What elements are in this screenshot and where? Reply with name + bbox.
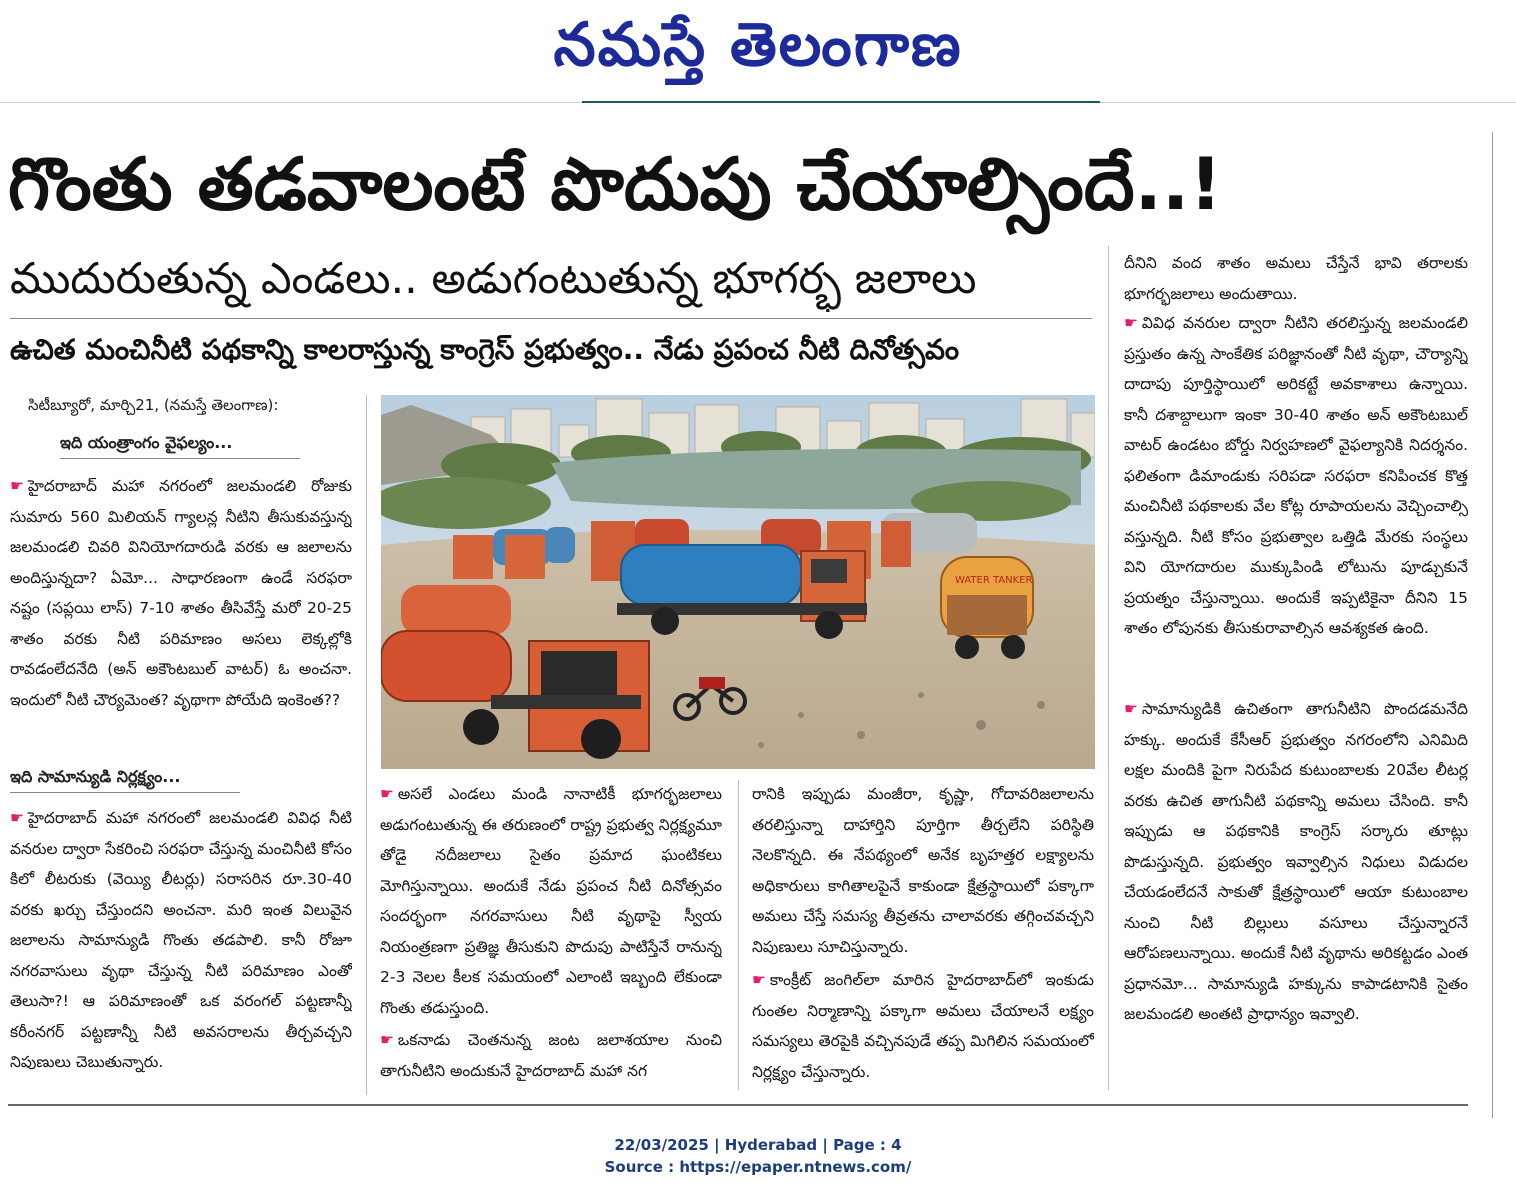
article-subheadline: ముదురుతున్న ఎండలు.. అడుగంటుతున్న భూగర్భ జలాలు xyxy=(10,254,977,304)
photo-illustration xyxy=(381,395,1095,769)
column3-paragraph-1 xyxy=(752,779,1094,959)
news-photo-water-tankers xyxy=(381,395,1095,769)
masthead-logo: నమస్తే తెలంగాణ xyxy=(553,10,963,80)
bullet-marker: ☛ xyxy=(380,1031,394,1049)
footer-source[interactable]: Source : https://epaper.ntnews.com/ xyxy=(604,1158,912,1176)
column2-paragraph-2-text: ఒకనాడు చెంతనున్న జంట జలాశయాల నుంచి తాగునీటిని అందుకునే హైదరాబాద్ మహా నగ xyxy=(380,1031,722,1080)
subheadline-divider xyxy=(10,318,1092,319)
bullet-marker: ☛ xyxy=(1124,314,1138,332)
column3-paragraph-2-text: కాంక్రీట్ జంగిల్‌లా మారిన హైదరాబాద్‌లో ఇంకుడు గుంతల నిర్మాణాన్ని పక్కాగా అమలు చేయాలనే లక్ష్యం సమస్యలు తెరపైకి వచ్చినపుడే తప్ప మిగిలిన సమయంలో నిర్లక్ష్యం చేస్తున్నారు. xyxy=(752,971,1094,1081)
masthead xyxy=(0,0,1516,100)
column4-paragraph-1 xyxy=(1124,248,1468,308)
column4-paragraph-3-text: సామాన్యుడికి ఉచితంగా తాగునీటిని పొందడమనేది హక్కు. అందుకే కేసీఆర్ ప్రభుత్వం నగరంలోని ఎనిమిది లక్షల మందికి పైగా నిరుపేద కుటుంబాలకు 20వేల లీటర్ల వరకు ఉచిత తాగునీటి పథకాన్ని అమలు చేసింది. కానీ ఇప్పుడు ఆ పథకానికి కాంగ్రెస్ సర్కారు తూట్లు పొడుస్తున్నది. ప్రభుత్వం ఇవ్వాల్సిన నిధులు విడుదల చేయడంలేదనే సాకుతో క్షేత్రస్థాయిలో ఆయా కుటుంబాల నుంచి నీటి బిల్లులు వసూలు చేస్తున్నారనే ఆరోపణలున్నాయి. అందుకే నీటి వృథాను అరికట్టడం ఎంత ప్రధానమో... సామాన్యుడి హక్కును కాపాడటానికి సైతం జలమండలి అంతటి ప్రాధాన్యం ఇవ్వాలి. xyxy=(1124,700,1468,1023)
dateline: సిటీబ్యూరో, మార్చి21, (నమస్తే తెలంగాణ): xyxy=(28,396,279,414)
column-divider-1 xyxy=(366,395,367,1095)
bullet-marker: ☛ xyxy=(10,809,24,827)
bullet-marker: ☛ xyxy=(380,785,394,803)
section-title-1: ఇది యంత్రాంగం వైఫల్యం... xyxy=(60,428,300,459)
column-divider-3 xyxy=(1108,246,1109,1090)
column3-paragraph-1-text: రానికి ఇప్పుడు మంజీరా, కృష్ణా, గోదావరిజలాలను తరలిస్తున్నా దాహార్తిని పూర్తిగా తీర్చలేని పరిస్థితి నెలకొన్నది. ఈ నేపథ్యంలో అనేక బృహత్తర లక్ష్యాలను అధికారులు కాగితాలపైనే కాకుండా క్షేత్రస్థాయిలో పక్కాగా అమలు చేస్తే సమస్య తీవ్రతను చాలావరకు తగ్గించవచ్చని నిపుణులు సూచిస్తున్నారు. xyxy=(752,785,1094,956)
section-title-2: ఇది సామాన్యుడి నిర్లక్ష్యం... xyxy=(10,762,240,793)
footer-date-page: 22/03/2025 | Hyderabad | Page : 4 xyxy=(614,1136,902,1154)
bullet-marker: ☛ xyxy=(752,971,766,989)
article-headline: గొంతు తడవాలంటే పొదుపు చేయాల్సిందే..! xyxy=(8,142,1223,226)
column4-paragraph-2-text: వివిధ వనరుల ద్వారా నీటిని తరలిస్తున్న జలమండలి ప్రస్తుతం ఉన్న సాంకేతిక పరిజ్ఞానంతో నీటి వృథా, చౌర్యాన్ని దాదాపు పూర్తిస్థాయిలో అరికట్టే అవకాశాలు ఉన్నాయి. కానీ దశాబ్దాలుగా ఇంకా 30-40 శాతం అన్ అకౌంటబుల్ వాటర్ ఉండటం బోర్డు నిర్వహణలో వైఫల్యానికి నిదర్శనం. ఫలితంగా డిమాండుకు సరిపడా సరఫరా కనిపించక కొత్త మంచినీటి పథకాలకు వేల కోట్ల రూపాయలను వెచ్చించాల్సి వస్తున్నది. నీటి కోసం ప్రభుత్వాల ఒత్తిడి మేరకు సంస్థలు విని యోగదారుల ముక్కుపిండి లోటును పూడ్చుకునే ప్రయత్నం చేస్తున్నాయి. అందుకే ఇప్పటికైనా దీనిని 15 శాతం లోపునకు తీసుకురావాల్సిన ఆవశ్యకత ఉంది. xyxy=(1124,314,1468,637)
page-bottom-rule xyxy=(8,1104,1468,1106)
bullet-marker: ☛ xyxy=(1124,700,1138,718)
column2-paragraph-1 xyxy=(380,779,722,1019)
article-kicker: ఉచిత మంచినీటి పథకాన్ని కాలరాస్తున్న కాంగ్రెస్ ప్రభుత్వం.. నేడు ప్రపంచ నీటి దినోత్సవం xyxy=(10,333,960,366)
column1-paragraph-1 xyxy=(10,471,352,751)
column2-paragraph-1-text: అసలే ఎండలు మండి నానాటికీ భూగర్భజలాలు అడుగంటుతున్న ఈ తరుణంలో రాష్ట్ర ప్రభుత్వ నిర్లక్ష్యమూ తోడై నదీజలాలు సైతం ప్రమాద ఘంటికలు మోగిస్తున్నాయి. అందుకే నేడు ప్రపంచ నీటి దినోత్సవం సందర్భంగా నగరవాసులు నీటి వృథాపై స్వీయ నియంత్రణగా ప్రతిజ్ఞ తీసుకుని పొదుపు పాటిస్తేనే రానున్న 2-3 నెలల కీలక సమయంలో ఎలాంటి ఇబ్బంది లేకుండా గొంతు తడుస్తుంది. xyxy=(380,785,722,1017)
column3-paragraph-2 xyxy=(752,965,1094,1089)
column4-paragraph-2 xyxy=(1124,308,1468,692)
tanker-label: WATER TANKER xyxy=(955,575,1033,586)
bullet-marker: ☛ xyxy=(10,477,24,495)
column4-paragraph-1-text: దీనిని వంద శాతం అమలు చేస్తేనే భావి తరాలకు భూగర్భజలాలు అందుతాయి. xyxy=(1124,254,1468,303)
column1-paragraph-2 xyxy=(10,803,352,1088)
column1-paragraph-1-text: హైదరాబాద్ మహా నగరంలో జలమండలి రోజుకు సుమారు 560 మిలియన్ గ్యాలన్ల నీటిని తీసుకువస్తున్న జలమండలి చివరి వినియోగదారుడి వరకు ఆ జలాలను అందిస్తున్నదా? ఏమో... సాధారణంగా ఉండే సరఫరా నష్టం (సప్లయి లాస్) 7-10 శాతం తీసివేస్తే మరో 20-25 శాతం వరకు నీటి పరిమాణం అసలు లెక్కల్లోకి రావడంలేదనేది (అన్ అకౌంటబుల్ వాటర్) ఓ అంచనా. ఇందులో నీటి చౌర్యమెంత? వృథాగా పోయేది ఇంకెంత?? xyxy=(10,477,352,709)
column2-paragraph-2 xyxy=(380,1025,722,1089)
column4-paragraph-3 xyxy=(1124,694,1468,1086)
page-right-border xyxy=(1492,132,1493,1118)
column1-paragraph-2-text: హైదరాబాద్ మహా నగరంలో జలమండలి వివిధ నీటి వనరుల ద్వారా సేకరించి సరఫరా చేస్తున్న మంచినీటి కోసం కిలో లీటరుకు (వెయ్యి లీటర్లు) సరాసరిన రూ.30-40 వరకు ఖర్చు చేస్తుందని అంచనా. మరి ఇంత విలువైన జలాలను సామాన్యుడి గొంతు తడపాలి. కానీ రోజూ నగరవాసులు వృథా చేస్తున్న నీటి పరిమాణం ఎంతో తెలుసా?! ఆ పరిమాణంతో ఒక వరంగల్ పట్టణాన్నీ కరీంనగర్ పట్టణాన్నీ నీటి అవసరాలను తీర్చవచ్చని నిపుణులు చెబుతున్నారు. xyxy=(10,809,352,1071)
column-divider-2 xyxy=(738,780,739,1090)
masthead-accent-divider xyxy=(582,101,1100,103)
